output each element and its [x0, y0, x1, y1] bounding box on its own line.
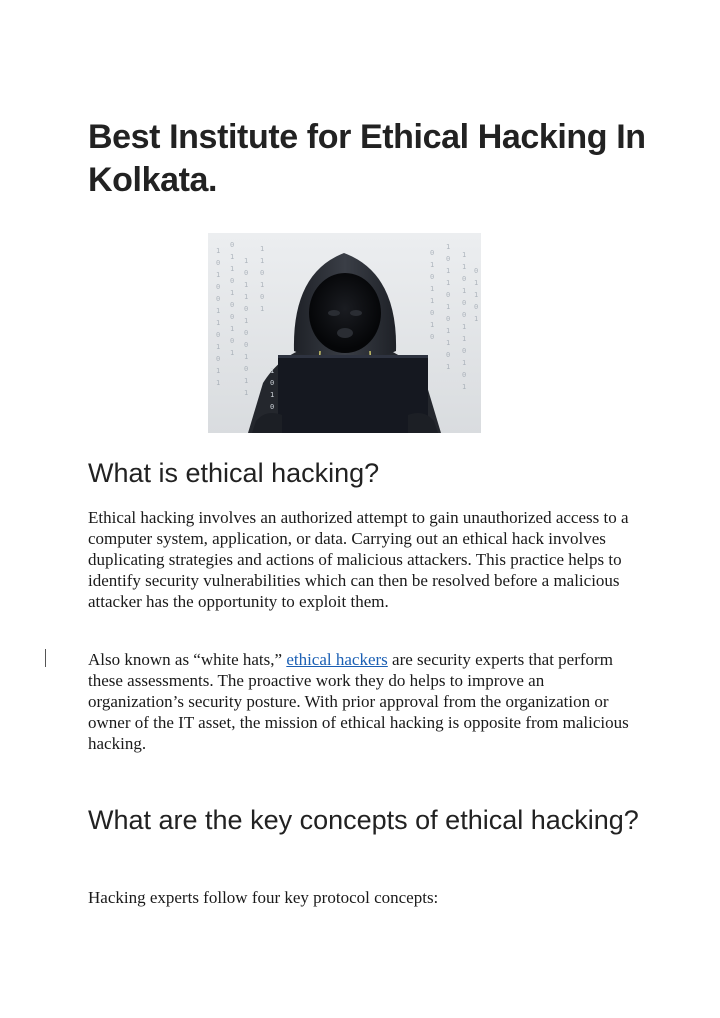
svg-text:1: 1: [216, 367, 221, 375]
svg-text:1: 1: [474, 315, 479, 323]
svg-text:1: 1: [446, 339, 451, 347]
svg-text:0: 0: [230, 241, 235, 249]
page-title: Best Institute for Ethical Hacking In Kolkata.: [88, 118, 646, 199]
svg-text:0: 0: [230, 301, 235, 309]
svg-text:0: 0: [230, 313, 235, 321]
svg-text:1: 1: [446, 363, 451, 371]
section-heading-ethical-hacking: What is ethical hacking?: [88, 458, 380, 488]
svg-text:1: 1: [462, 383, 467, 391]
svg-text:1: 1: [244, 389, 249, 397]
svg-text:1: 1: [244, 293, 249, 301]
svg-text:0: 0: [270, 403, 275, 411]
svg-text:0: 0: [244, 341, 249, 349]
svg-text:1: 1: [446, 303, 451, 311]
svg-text:1: 1: [430, 285, 435, 293]
svg-text:0: 0: [216, 283, 221, 291]
svg-text:1: 1: [446, 279, 451, 287]
svg-text:1: 1: [474, 291, 479, 299]
svg-text:0: 0: [260, 293, 265, 301]
svg-text:1: 1: [230, 253, 235, 261]
laptop-screen-edge: [278, 355, 428, 358]
svg-text:0: 0: [244, 305, 249, 313]
svg-text:1: 1: [270, 367, 275, 375]
svg-text:1: 1: [474, 279, 479, 287]
svg-text:1: 1: [446, 243, 451, 251]
laptop-screen: [278, 355, 428, 433]
svg-text:1: 1: [430, 297, 435, 305]
svg-text:1: 1: [430, 321, 435, 329]
svg-text:0: 0: [244, 365, 249, 373]
svg-text:0: 0: [462, 275, 467, 283]
svg-text:0: 0: [462, 311, 467, 319]
svg-text:0: 0: [230, 277, 235, 285]
paragraph-white-hats-rest: are security experts that perform these assessments. The proactive work they do helps to improve an organization’s security posture. With prior approval from the organization or owner of the IT asset, the mission of ethical hacking is opposite from malicious hacking.: [88, 650, 629, 753]
svg-text:1: 1: [244, 377, 249, 385]
svg-text:0: 0: [244, 269, 249, 277]
svg-text:1: 1: [260, 257, 265, 265]
svg-text:0: 0: [446, 315, 451, 323]
svg-text:0: 0: [446, 291, 451, 299]
svg-text:1: 1: [260, 245, 265, 253]
ethical-hackers-link[interactable]: ethical hackers: [286, 650, 388, 669]
svg-text:1: 1: [446, 267, 451, 275]
paragraph-key-concepts-intro: Hacking experts follow four key protocol concepts:: [88, 888, 439, 907]
svg-text:0: 0: [216, 355, 221, 363]
svg-text:1: 1: [446, 327, 451, 335]
svg-text:0: 0: [260, 269, 265, 277]
svg-text:0: 0: [474, 303, 479, 311]
paragraph-definition: Ethical hacking involves an authorized attempt to gain unauthorized access to a computer system, application, or data. Carrying out an ethical hack involves duplicating strategies and actions of malicious attackers. This practice helps to identify security vulnerabilities which can then be resolved before a malicious attacker has the opportunity to exploit them.: [88, 508, 629, 611]
paragraph-white-hats-intro: Also known as “white hats,”: [88, 650, 287, 669]
svg-text:0: 0: [446, 255, 451, 263]
svg-text:0: 0: [270, 379, 275, 387]
svg-text:1: 1: [462, 359, 467, 367]
svg-text:1: 1: [462, 251, 467, 259]
svg-text:0: 0: [216, 331, 221, 339]
paragraph-white-hats: [88, 649, 638, 754]
svg-text:0: 0: [474, 267, 479, 275]
svg-text:1: 1: [430, 261, 435, 269]
hacker-image: [208, 233, 481, 433]
svg-text:0: 0: [462, 347, 467, 355]
svg-text:1: 1: [244, 281, 249, 289]
svg-text:1: 1: [216, 271, 221, 279]
svg-text:1: 1: [216, 307, 221, 315]
svg-text:0: 0: [430, 249, 435, 257]
svg-text:1: 1: [244, 353, 249, 361]
svg-text:1: 1: [260, 305, 265, 313]
hood-face-shadow: [309, 273, 381, 353]
svg-text:1: 1: [462, 335, 467, 343]
mask-eye-right: [350, 310, 362, 316]
svg-text:1: 1: [270, 391, 275, 399]
mask-mouth: [337, 328, 353, 338]
svg-text:0: 0: [430, 309, 435, 317]
svg-text:1: 1: [216, 319, 221, 327]
svg-text:1: 1: [216, 343, 221, 351]
mask-eye-left: [328, 310, 340, 316]
svg-text:1: 1: [216, 379, 221, 387]
svg-text:0: 0: [462, 371, 467, 379]
svg-text:1: 1: [244, 257, 249, 265]
svg-text:0: 0: [216, 295, 221, 303]
section-heading-key-concepts: What are the key concepts of ethical hacking?: [88, 805, 639, 835]
svg-text:1: 1: [462, 287, 467, 295]
svg-text:1: 1: [244, 317, 249, 325]
svg-text:0: 0: [430, 273, 435, 281]
svg-text:1: 1: [230, 325, 235, 333]
svg-text:1: 1: [260, 281, 265, 289]
svg-text:1: 1: [230, 349, 235, 357]
svg-text:0: 0: [230, 337, 235, 345]
svg-text:0: 0: [216, 259, 221, 267]
svg-text:1: 1: [462, 323, 467, 331]
text-cursor: [45, 649, 46, 667]
svg-text:1: 1: [230, 289, 235, 297]
svg-text:1: 1: [216, 247, 221, 255]
svg-text:0: 0: [430, 333, 435, 341]
svg-text:1: 1: [462, 263, 467, 271]
svg-text:0: 0: [462, 299, 467, 307]
svg-text:1: 1: [230, 265, 235, 273]
svg-text:0: 0: [446, 351, 451, 359]
svg-text:0: 0: [244, 329, 249, 337]
